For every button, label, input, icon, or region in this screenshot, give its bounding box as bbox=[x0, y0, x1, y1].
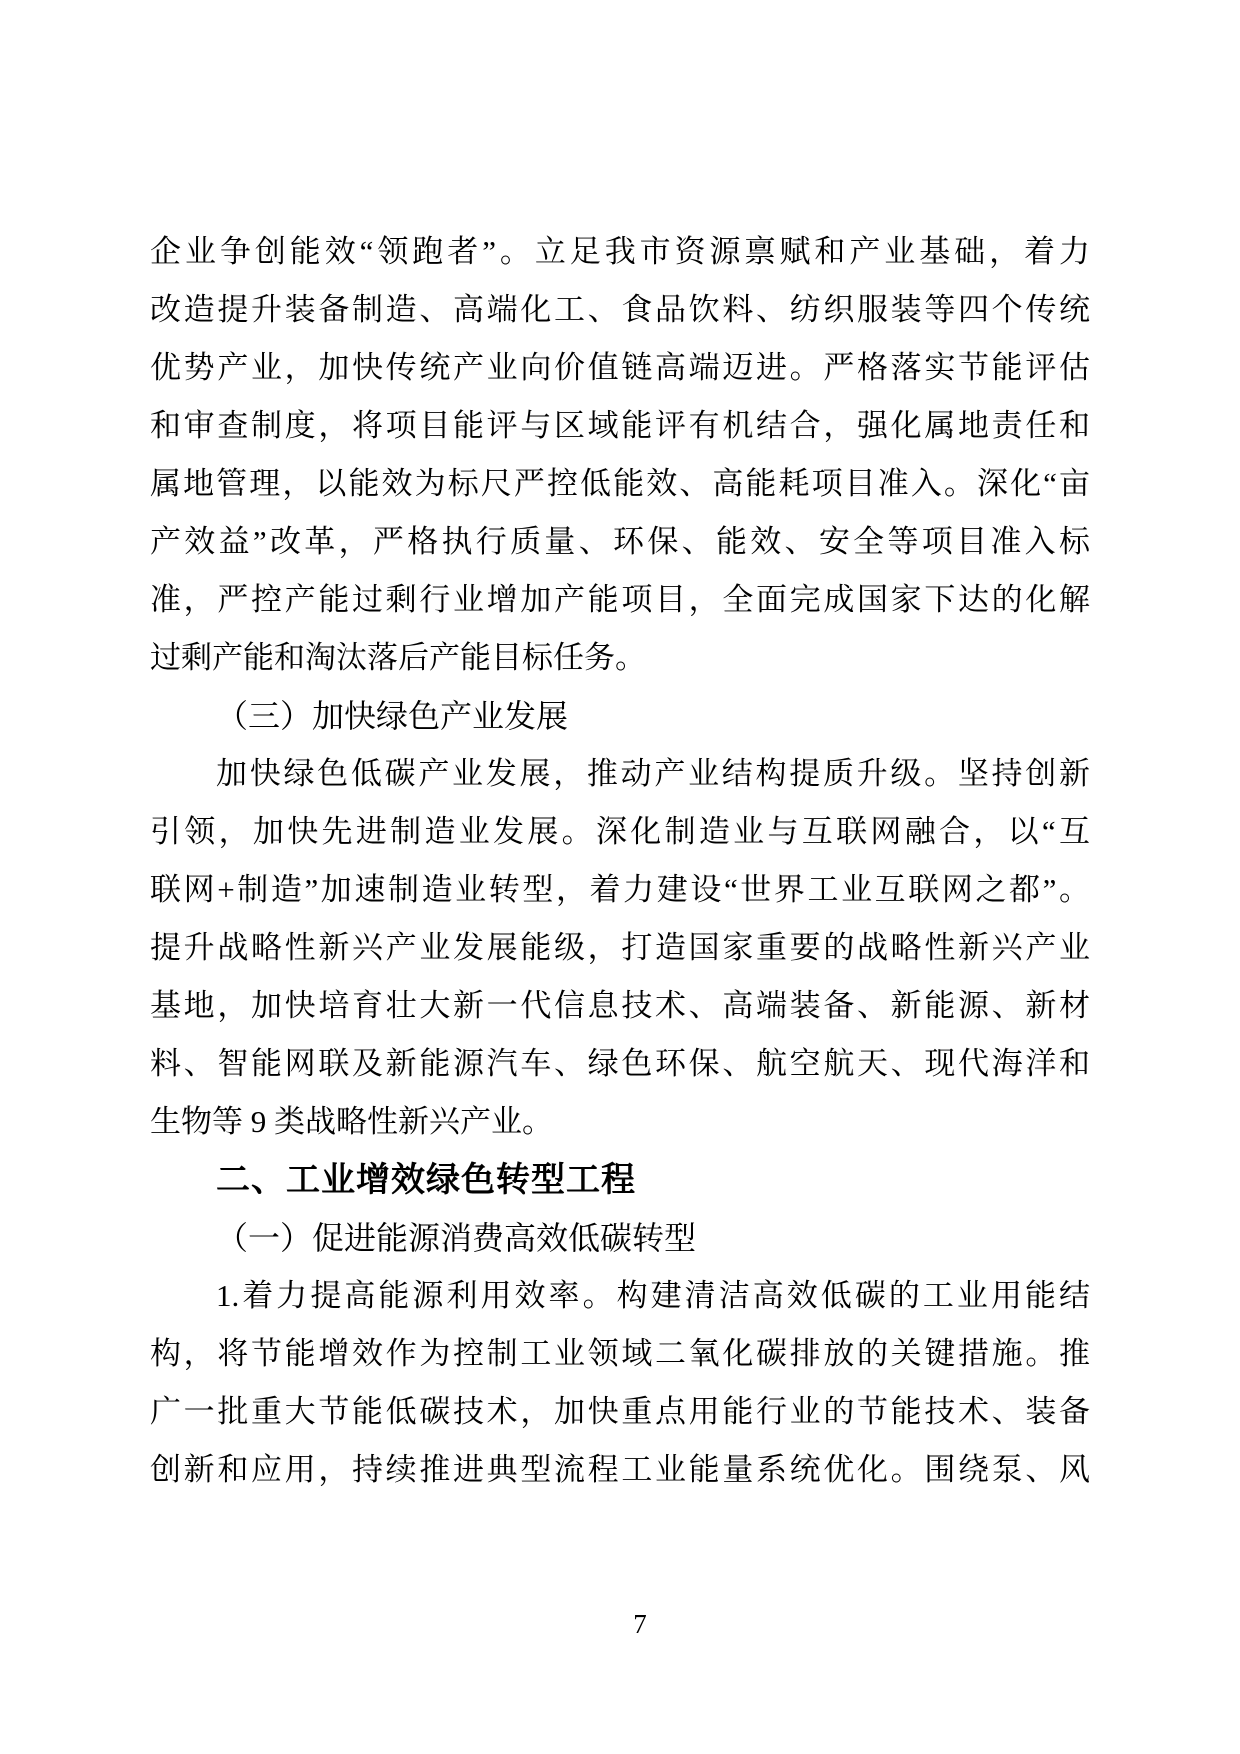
body-line: 构，将节能增效作为控制工业领域二氧化碳排放的关键措施。推 bbox=[150, 1336, 1090, 1371]
chapter-heading: 二、工业增效绿色转型工程 bbox=[216, 1161, 636, 1199]
body-line: 生物等 9 类战略性新兴产业。 bbox=[150, 1104, 553, 1139]
body-line: 联网+制造”加速制造业转型，着力建设“世界工业互联网之都”。 bbox=[150, 872, 1090, 907]
body-line: 优势产业，加快传统产业向价值链高端迈进。严格落实节能评估 bbox=[150, 350, 1090, 385]
body-line: 1.着力提高能源利用效率。构建清洁高效低碳的工业用能结 bbox=[216, 1278, 1090, 1313]
body-line: 料、智能网联及新能源汽车、绿色环保、航空航天、现代海洋和 bbox=[150, 1046, 1090, 1081]
section-heading: （一）促进能源消费高效低碳转型 bbox=[216, 1220, 697, 1256]
body-line: 和审查制度，将项目能评与区域能评有机结合，强化属地责任和 bbox=[150, 408, 1090, 443]
body-line: 提升战略性新兴产业发展能级，打造国家重要的战略性新兴产业 bbox=[150, 930, 1090, 965]
body-line: 改造提升装备制造、高端化工、食品饮料、纺织服装等四个传统 bbox=[150, 292, 1090, 327]
body-line: 准，严控产能过剩行业增加产能项目，全面完成国家下达的化解 bbox=[150, 582, 1090, 617]
document-body bbox=[150, 223, 1090, 1499]
body-line: 加快绿色低碳产业发展，推动产业结构提质升级。坚持创新 bbox=[216, 756, 1090, 791]
body-line: 基地，加快培育壮大新一代信息技术、高端装备、新能源、新材 bbox=[150, 988, 1090, 1023]
body-line: 引领，加快先进制造业发展。深化制造业与互联网融合，以“互 bbox=[150, 814, 1090, 849]
body-line: 广一批重大节能低碳技术，加快重点用能行业的节能技术、装备 bbox=[150, 1394, 1090, 1429]
body-line: 创新和应用，持续推进典型流程工业能量系统优化。围绕泵、风 bbox=[150, 1452, 1090, 1487]
body-line: 产效益”改革，严格执行质量、环保、能效、安全等项目准入标 bbox=[150, 524, 1090, 559]
body-line: 属地管理，以能效为标尺严控低能效、高能耗项目准入。深化“亩 bbox=[150, 466, 1090, 501]
body-line: 过剩产能和淘汰落后产能目标任务。 bbox=[150, 640, 646, 675]
body-line: 企业争创能效“领跑者”。立足我市资源禀赋和产业基础，着力 bbox=[150, 234, 1090, 269]
page-number: 7 bbox=[633, 1609, 647, 1639]
section-heading: （三）加快绿色产业发展 bbox=[216, 698, 569, 734]
